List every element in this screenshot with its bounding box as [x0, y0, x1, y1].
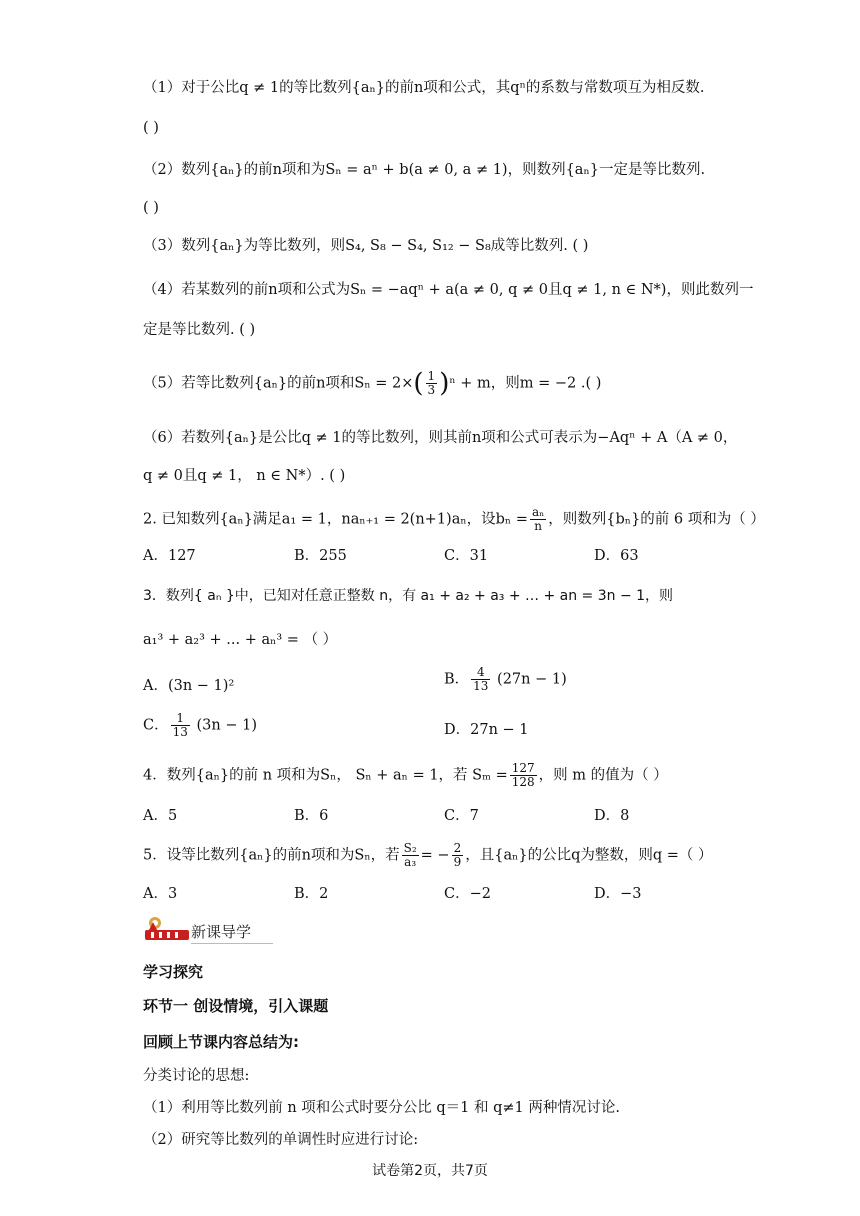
- item-2-line-1: （2）数列{aₙ}的前n项和为Sₙ = aⁿ + b(a ≠ 0, a ≠ 1)，则数列{aₙ}一定是等比数列.: [143, 162, 706, 178]
- q3-option-b-frac: [471, 666, 490, 693]
- q2-fraction: [530, 506, 546, 533]
- q5-stem-prefix: 5．设等比数列{aₙ}的前n项和为Sₙ，若: [143, 847, 400, 864]
- q5-frac2-num: 2: [453, 841, 462, 855]
- q3-option-c[interactable]: [143, 712, 257, 739]
- item-5-frac-den: 3: [427, 383, 436, 397]
- q5-equals-minus: = −: [420, 847, 450, 864]
- paragraph-point-1: （1）利用等比数列前 n 项和公式时要分公比 q＝1 和 q≠1 两种情况讨论.: [143, 1100, 620, 1116]
- section-logo-underline: [191, 943, 273, 944]
- q2-frac-den: n: [534, 519, 542, 533]
- q2-option-c[interactable]: C．31: [444, 548, 489, 564]
- paragraph-classification: 分类讨论的思想:: [143, 1068, 250, 1084]
- item-4-line-2: 定是等比数列. ( ): [143, 322, 256, 338]
- item-4-line-1: （4）若某数列的前n项和公式为Sₙ = −aqⁿ + a(a ≠ 0, q ≠ 0且q ≠ 1, n ∈ N*)，则此数列一: [143, 282, 754, 298]
- q3-c-num: 1: [171, 712, 190, 726]
- item-5-frac-num: 1: [427, 369, 436, 383]
- q2-stem-prefix: 2. 已知数列{aₙ}满足a₁ = 1，naₙ₊₁ = 2(n+1)aₙ，设bₙ =: [143, 511, 528, 528]
- q5-option-b[interactable]: B．2: [294, 886, 329, 902]
- q3-option-d[interactable]: D．27n − 1: [444, 722, 529, 738]
- q5-fraction-1: [402, 842, 419, 869]
- q2-option-d[interactable]: D．63: [594, 548, 639, 564]
- q3-option-b-text: (27n − 1): [497, 671, 567, 688]
- q5-frac2-den: 9: [453, 855, 462, 869]
- item-6-line-1: （6）若数列{aₙ}是公比q ≠ 1的等比数列，则其前n项和公式可表示为−Aqⁿ + A（A ≠ 0，: [143, 430, 738, 446]
- heading-part-one: 环节一 创设情境，引入课题: [143, 997, 329, 1015]
- q3-option-c-text: (3n − 1): [196, 717, 257, 734]
- q5-stem-suffix: ，且{aₙ}的公比q为整数，则q =（ ）: [465, 847, 713, 864]
- q5-option-a[interactable]: A．3: [143, 886, 178, 902]
- item-1-answer-paren: ( ): [143, 120, 159, 136]
- page-footer: 试卷第2页，共7页: [372, 1163, 488, 1179]
- question-5-stem: [143, 842, 713, 869]
- q2-option-a[interactable]: A．127: [143, 548, 196, 564]
- q3-option-b[interactable]: [444, 666, 567, 693]
- q3-option-b-label: B．: [444, 671, 470, 688]
- q4-option-d[interactable]: D．8: [594, 808, 630, 824]
- question-4-stem: [143, 762, 668, 789]
- paragraph-point-2: （2）研究等比数列的单调性时应进行讨论:: [143, 1132, 419, 1148]
- q2-frac-num: aₙ: [531, 505, 545, 519]
- q5-frac1-den: a₃: [404, 855, 417, 869]
- q2-stem-suffix: ，则数列{bₙ}的前 6 项和为（ ）: [548, 511, 765, 528]
- q4-option-b[interactable]: B．6: [294, 808, 329, 824]
- item-6-line-2: q ≠ 0且q ≠ 1， n ∈ N*）. ( ): [143, 468, 346, 484]
- question-3-stem: 3．数列{ aₙ }中，已知对任意正整数 n，有 a₁ + a₂ + a₃ + … + an = 3n − 1，则: [143, 588, 674, 604]
- q3-option-c-label: C．: [143, 717, 169, 734]
- q3-option-a[interactable]: A．(3n − 1)²: [143, 678, 235, 694]
- q4-fraction: [510, 762, 537, 789]
- item-5-fraction: [426, 370, 438, 397]
- q4-frac-num: 127: [511, 761, 535, 775]
- item-2-answer-paren: ( ): [143, 200, 159, 216]
- q4-frac-den: 128: [511, 775, 535, 789]
- q4-stem-prefix: 4．数列{aₙ}的前 n 项和为Sₙ， Sₙ + aₙ = 1，若 Sₘ =: [143, 767, 508, 784]
- q2-option-b[interactable]: B．255: [294, 548, 347, 564]
- paren-open: (: [413, 368, 424, 399]
- paren-close: ): [439, 368, 450, 399]
- q3-c-den: 13: [172, 725, 188, 739]
- heading-review: 回顾上节课内容总结为:: [143, 1033, 299, 1051]
- q5-frac1-num: S₂: [403, 841, 417, 855]
- q5-fraction-2: [452, 842, 464, 869]
- q4-option-c[interactable]: C．7: [444, 808, 479, 824]
- q5-option-c[interactable]: C．−2: [444, 886, 491, 902]
- heading-study-explore: 学习探究: [143, 963, 204, 981]
- q3-option-c-frac: [171, 712, 190, 739]
- item-3-line: （3）数列{aₙ}为等比数列，则S₄, S₈ − S₄, S₁₂ − S₈成等比数列. ( ): [143, 238, 589, 254]
- q3-b-den: 13: [473, 679, 489, 693]
- q3-b-num: 4: [471, 666, 490, 680]
- q4-option-a[interactable]: A．5: [143, 808, 178, 824]
- section-logo-label: 新课导学: [191, 923, 252, 941]
- question-3-stem-2: a₁³ + a₂³ + ... + aₙ³ = （ ）: [143, 632, 338, 648]
- q4-stem-suffix: ，则 m 的值为（ ）: [538, 767, 668, 784]
- q5-option-d[interactable]: D．−3: [594, 886, 642, 902]
- item-5-prefix: （5）若等比数列{aₙ}的前n项和Sₙ = 2×: [143, 375, 414, 392]
- item-1-line-1: （1）对于公比q ≠ 1的等比数列{aₙ}的前n项和公式，其qⁿ的系数与常数项互为相反数.: [143, 80, 705, 96]
- item-5-suffix: ⁿ + m，则m = −2 .( ): [449, 375, 602, 392]
- item-5-line: [143, 370, 601, 397]
- question-2-stem: [143, 506, 765, 533]
